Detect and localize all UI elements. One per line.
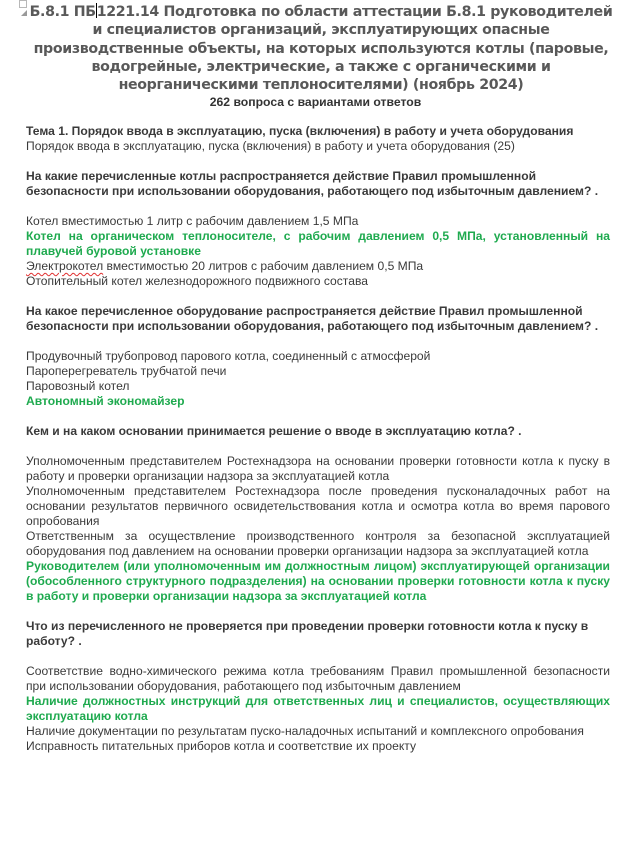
question-block: [26, 304, 610, 409]
topic-subtitle: Порядок ввода в эксплуатацию, пуска (включения) в работу и учета оборудования (25): [26, 139, 515, 153]
answer-option-correct: Автономный экономайзер: [26, 394, 185, 408]
topic-title: Тема 1. Порядок ввода в эксплуатацию, пуска (включения) в работу и учета оборудования: [26, 124, 574, 138]
question-text: Кем и на каком основании принимается решение о вводе в эксплуатацию котла? .: [26, 424, 522, 438]
question-block: [26, 169, 610, 289]
document-body[interactable]: [26, 124, 610, 754]
answer-option: Уполномоченным представителем Ростехнадзора на основании проверки готовности котла к пуску в работу и проверки организации надзора за эксплуатацией котла: [26, 454, 610, 483]
question-text: Что из перечисленного не проверяется при проведении проверки готовности котла к пуску в работу? .: [26, 619, 589, 648]
question-text: На какие перечисленные котлы распространяется действие Правил промышленной безопасности при использовании оборудования, работающего под избыточным давлением? .: [26, 169, 599, 198]
answer-option: Ответственным за осуществление производственного контроля за безопасной эксплуатацией оборудования под давлением на основании проверки организации надзора за эксплуатацией котла: [26, 529, 610, 558]
answer-option-correct: Котел на органическом теплоносителе, с рабочим давлением 0,5 МПа, установленный на плавучей буровой установке: [26, 229, 610, 258]
answer-option: Пароперегреватель трубчатой печи: [26, 364, 227, 378]
question-text: На какое перечисленное оборудование распространяется действие Правил промышленной безопасности при использовании оборудования, работающего под избыточным давлением? .: [26, 304, 599, 333]
answer-option: Наличие документации по результатам пуско-наладочных испытаний и комплексного опробования: [26, 724, 584, 738]
misspelled-word[interactable]: Электрокотел: [26, 259, 104, 273]
answer-option: Котел вместимостью 1 литр с рабочим давлением 1,5 МПа: [26, 214, 359, 228]
document-title[interactable]: [26, 3, 616, 94]
document-subtitle: 262 вопроса с вариантами ответов: [209, 95, 422, 109]
answer-option: Паровозный котел: [26, 379, 130, 393]
answer-option-rest: вместимостью 20 литров с рабочим давлением 0,5 МПа: [103, 259, 424, 273]
answer-option: [26, 259, 610, 274]
answer-option: Продувочный трубопровод парового котла, соединенный с атмосферой: [26, 349, 431, 363]
question-block: [26, 424, 610, 604]
title-rest: 1221.14 Подготовка по области аттестации Б.8.1 руководителей и специалистов организаций, эксплуатирующих опасные производственные объекты, на которых используются котлы (паровые, водогрейные, электрические, а также с органическими и неорганическими теплоносителями) (ноябрь 2024): [33, 4, 613, 94]
title-prefix: Б.8.1 ПБ: [29, 4, 96, 20]
answer-option: Отопительный котел железнодорожного подвижного состава: [26, 274, 368, 288]
answer-option: Уполномоченным представителем Ростехнадзора после проведения пусконаладочных работ на основании результатов первичного освидетельствования котла и осмотра котла во время парового опробования: [26, 484, 610, 528]
answer-option-correct: Руководителем (или уполномоченным им должностным лицом) эксплуатирующей организации (обособленного структурного подразделения) на основании проверки готовности котла к пуску в работу и проверки организации надзора за эксплуатацией котла: [26, 559, 610, 603]
answer-option: Исправность питательных приборов котла и соответствие их проекту: [26, 739, 416, 753]
answer-option-correct: Наличие должностных инструкций для ответственных лиц и специалистов, осуществляющих эксплуатацию котла: [26, 694, 610, 723]
question-block: [26, 619, 610, 754]
answer-option: Соответствие водно-химического режима котла требованиям Правил промышленной безопасности при использовании оборудования, работающего под избыточным давлением: [26, 664, 610, 693]
